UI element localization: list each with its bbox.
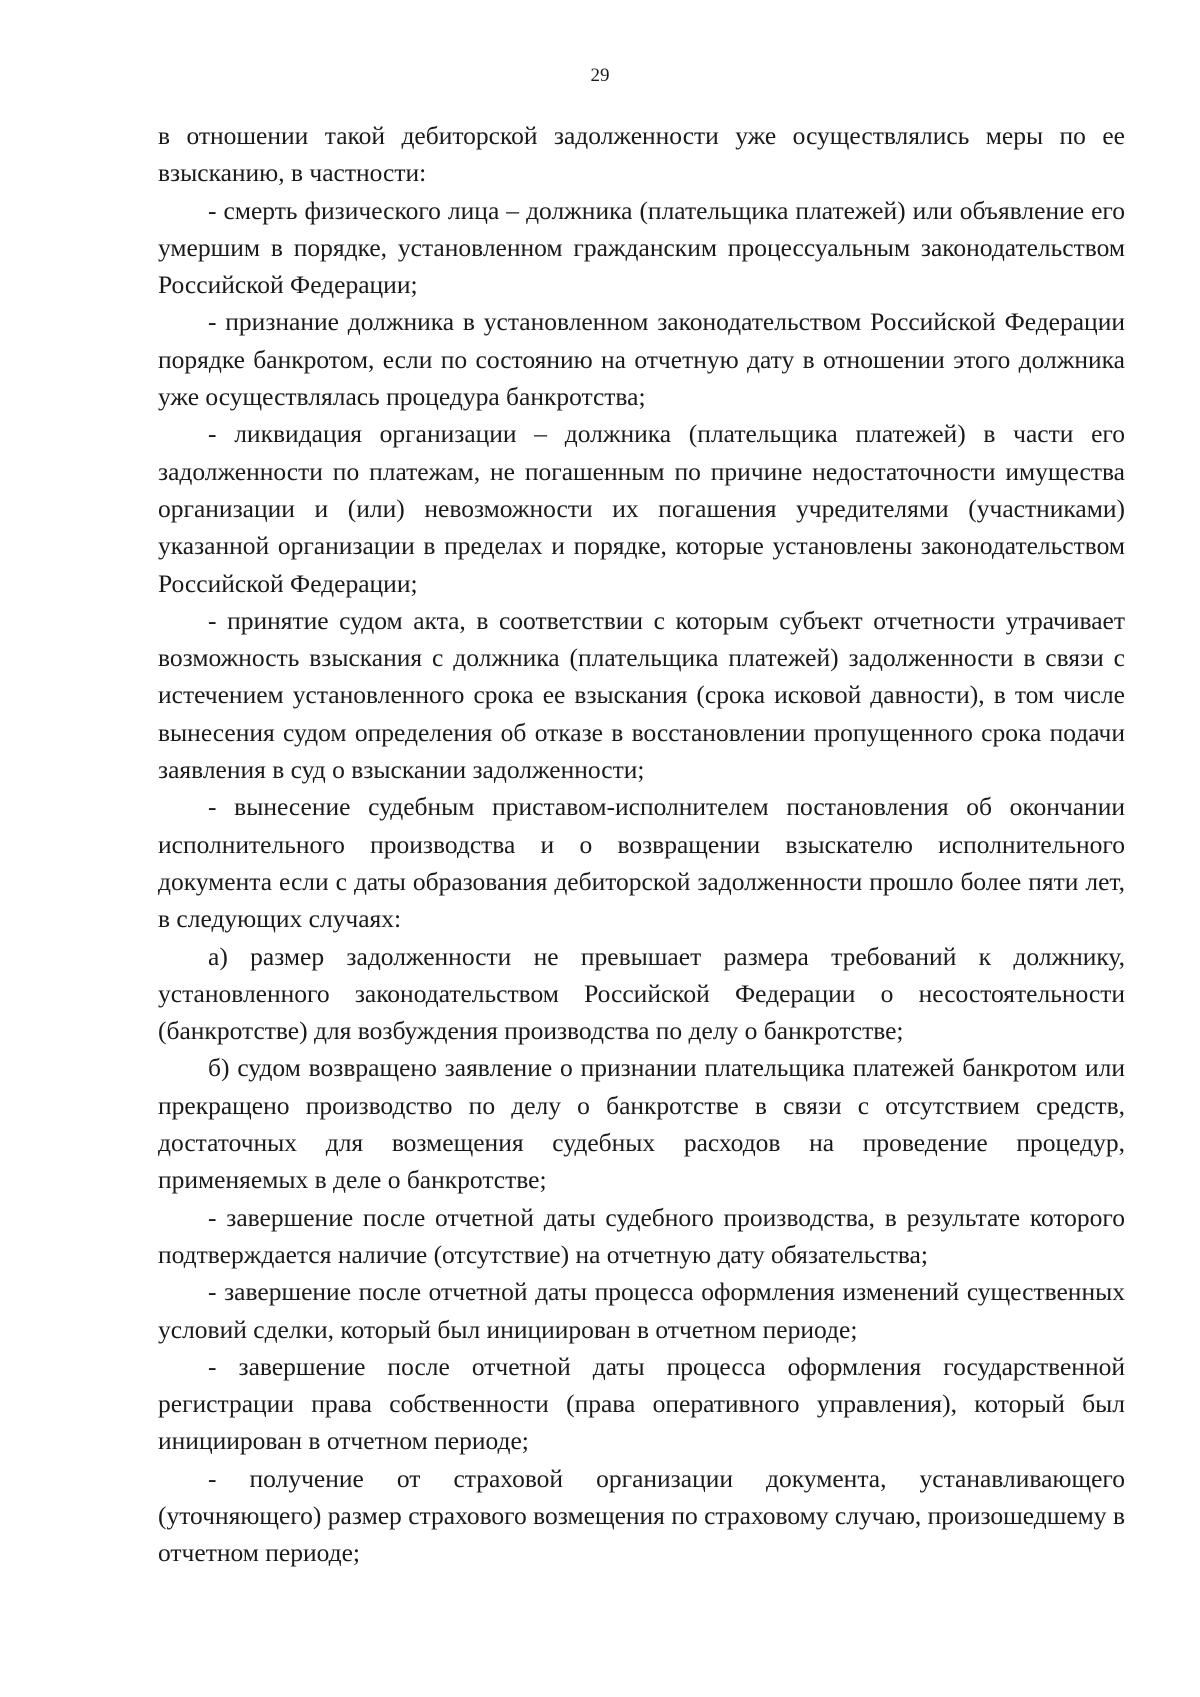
paragraph-death-of-debtor: - смерть физического лица – должника (плательщика платежей) или объявление его умершим в порядке, установленном гражданским процессуальным законодательством Российской Федерации;: [158, 195, 1125, 300]
paragraph-deal-changes: - завершение после отчетной даты процесса оформления изменений существенных условий сделки, который был инициирован в отчетном периоде;: [158, 1277, 1125, 1344]
paragraph-court-proceedings: - завершение после отчетной даты судебного производства, в результате которого подтверждается наличие (отсутствие) на отчетную дату обязательства;: [158, 1202, 1125, 1269]
paragraph-case-b: б) судом возвращено заявление о признании плательщика платежей банкротом или прекращено производство по делу о банкротстве в связи с отсутствием средств, достаточных для возмещения судебных расходов на проведение процедур, применяемых в деле о банкротстве;: [158, 1053, 1125, 1195]
paragraph-continuation: в отношении такой дебиторской задолженности уже осуществлялись меры по ее взысканию, в частности:: [158, 121, 1125, 188]
page-number: 29: [590, 65, 610, 86]
paragraph-liquidation: - ликвидация организации – должника (плательщика платежей) в части его задолженности по платежам, не погашенным по причине недостаточности имущества организации и (или) невозможности их погашения учредителями (участниками) указанной организации в пределах и порядке, которые установлены законодательством Российской Федерации;: [158, 419, 1125, 598]
paragraph-case-a: а) размер задолженности не превышает размера требований к должнику, установленного законодательством Российской Федерации о несостоятельности (банкротстве) для возбуждения производства по делу о банкротстве;: [158, 941, 1125, 1046]
document-body: [158, 117, 1125, 1572]
paragraph-bankruptcy: - признание должника в установленном законодательством Российской Федерации порядке банкротом, если по состоянию на отчетную дату в отношении этого должника уже осуществлялась процедура банкротства;: [158, 307, 1125, 412]
paragraph-insurance-document: - получение от страховой организации документа, устанавливающего (уточняющего) размер страхового возмещения по страховому случаю, произошедшему в отчетном периоде;: [158, 1463, 1125, 1568]
paragraph-bailiff-resolution: - вынесение судебным приставом-исполнителем постановления об окончании исполнительного производства и о возвращении взыскателю исполнительного документа если с даты образования дебиторской задолженности прошло более пяти лет, в следующих случаях:: [158, 792, 1125, 934]
paragraph-court-act: - принятие судом акта, в соответствии с которым субъект отчетности утрачивает возможность взыскания с должника (плательщика платежей) задолженности в связи с истечением установленного срока ее взыскания (срока исковой давности), в том числе вынесения судом определения об отказе в восстановлении пропущенного срока подачи заявления в суд о взыскании задолженности;: [158, 605, 1125, 785]
paragraph-property-registration: - завершение после отчетной даты процесса оформления государственной регистрации права собственности (права оперативного управления), который был инициирован в отчетном периоде;: [158, 1351, 1125, 1456]
